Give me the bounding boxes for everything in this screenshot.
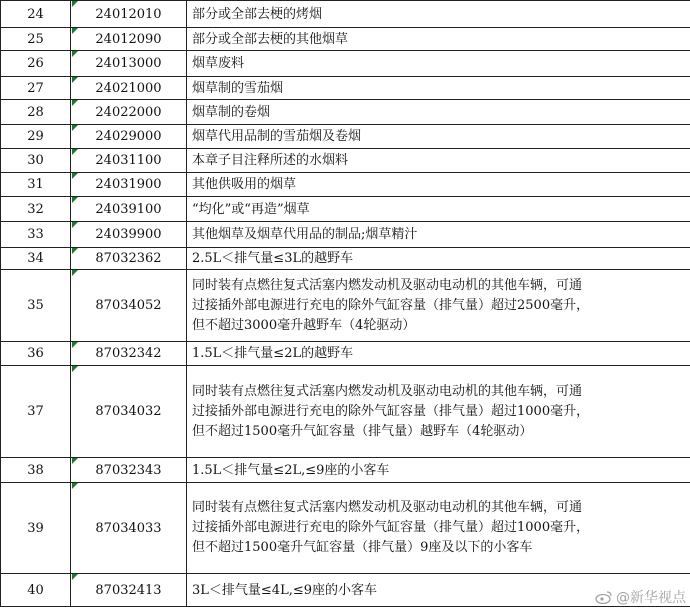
tariff-code-text: 24021000 bbox=[95, 80, 162, 96]
tariff-code bbox=[71, 28, 187, 51]
description-line: 烟草代用品制的雪茄烟及卷烟 bbox=[192, 129, 362, 144]
tariff-code-text: 24012010 bbox=[95, 6, 162, 22]
cell-flag-icon bbox=[72, 483, 78, 489]
table-row bbox=[1, 483, 690, 574]
row-number: 36 bbox=[1, 342, 71, 366]
tariff-code-text: 24031100 bbox=[95, 153, 162, 168]
row-number: 40 bbox=[1, 574, 71, 607]
table-row bbox=[1, 28, 690, 51]
row-number: 27 bbox=[1, 77, 71, 100]
row-number: 26 bbox=[1, 51, 71, 77]
tariff-code-text: 24039100 bbox=[95, 201, 162, 217]
tariff-code-text: 87034052 bbox=[95, 298, 162, 313]
tariff-code bbox=[71, 270, 187, 342]
description-line: 部分或全部去梗的烤烟 bbox=[192, 6, 323, 22]
cell-flag-icon bbox=[72, 458, 78, 464]
weibo-icon bbox=[595, 590, 613, 604]
product-description bbox=[187, 458, 690, 483]
product-description bbox=[187, 248, 690, 270]
cell-flag-icon bbox=[72, 197, 78, 203]
product-description bbox=[187, 77, 690, 100]
product-description bbox=[187, 1, 690, 28]
product-description bbox=[187, 149, 690, 173]
table-row bbox=[1, 574, 690, 607]
description-line: 过接插外部电源进行充电的除外气缸容量（排气量）超过1000毫升， bbox=[192, 520, 590, 535]
row-number: 25 bbox=[1, 28, 71, 51]
tariff-code bbox=[71, 342, 187, 366]
description-line: 烟草制的雪茄烟 bbox=[192, 80, 284, 96]
product-description bbox=[187, 366, 690, 458]
tariff-code bbox=[71, 77, 187, 100]
table-row bbox=[1, 100, 690, 125]
cell-flag-icon bbox=[72, 149, 78, 155]
tariff-code bbox=[71, 125, 187, 149]
tariff-code-text: 24029000 bbox=[95, 129, 162, 144]
description-line: 其他烟草及烟草代用品的制品;烟草精汁 bbox=[192, 227, 418, 242]
description-line: 3L＜排气量≤4L,≤9座的小客车 bbox=[192, 582, 377, 598]
product-description bbox=[187, 222, 690, 248]
tariff-code-text: 24012090 bbox=[95, 31, 162, 47]
description-line: 同时装有点燃往复式活塞内燃发动机及驱动电动机的其他车辆，可通 bbox=[192, 277, 583, 293]
product-description bbox=[187, 125, 690, 149]
product-description bbox=[187, 100, 690, 125]
tariff-code bbox=[71, 1, 187, 28]
row-number: 39 bbox=[1, 483, 71, 574]
row-number: 37 bbox=[1, 366, 71, 458]
tariff-code-text: 87032343 bbox=[95, 462, 162, 478]
tariff-code-text: 87032362 bbox=[95, 251, 162, 266]
table-row bbox=[1, 342, 690, 366]
description-line: 烟草废料 bbox=[192, 56, 245, 71]
cell-flag-icon bbox=[72, 28, 78, 34]
table-row bbox=[1, 149, 690, 173]
tariff-code-text: 87034033 bbox=[95, 520, 162, 536]
product-description bbox=[187, 173, 690, 197]
row-number: 31 bbox=[1, 173, 71, 197]
row-number: 38 bbox=[1, 458, 71, 483]
tariff-code-text: 87032413 bbox=[95, 582, 162, 598]
tariff-code-text: 87032342 bbox=[95, 346, 162, 361]
cell-flag-icon bbox=[72, 248, 78, 254]
description-line: 过接插外部电源进行充电的除外气缸容量（排气量）超过2500毫升， bbox=[192, 297, 590, 313]
tariff-code bbox=[71, 173, 187, 197]
product-description bbox=[187, 197, 690, 222]
tariff-code bbox=[71, 366, 187, 458]
table-row bbox=[1, 173, 690, 197]
cell-flag-icon bbox=[72, 173, 78, 179]
product-description bbox=[187, 28, 690, 51]
row-number: 35 bbox=[1, 270, 71, 342]
cell-flag-icon bbox=[72, 1, 78, 7]
row-number: 32 bbox=[1, 197, 71, 222]
table-row bbox=[1, 458, 690, 483]
tariff-code bbox=[71, 248, 187, 270]
table-row bbox=[1, 270, 690, 342]
description-line: 1.5L＜排气量≤2L,≤9座的小客车 bbox=[192, 462, 390, 478]
cell-flag-icon bbox=[72, 100, 78, 106]
tariff-code bbox=[71, 574, 187, 607]
tariff-code bbox=[71, 51, 187, 77]
tariff-code-text: 24022000 bbox=[95, 104, 162, 120]
table-body bbox=[1, 1, 690, 607]
row-number: 29 bbox=[1, 125, 71, 149]
table-row bbox=[1, 125, 690, 149]
cell-flag-icon bbox=[72, 366, 78, 372]
table-row bbox=[1, 248, 690, 270]
row-number: 34 bbox=[1, 248, 71, 270]
description-line: 过接插外部电源进行充电的除外气缸容量（排气量）超过1000毫升， bbox=[192, 403, 590, 419]
description-line: 但不超过3000毫升越野车（4轮驱动） bbox=[192, 317, 416, 333]
table-row bbox=[1, 77, 690, 100]
tariff-code bbox=[71, 149, 187, 173]
description-line: 但不超过1500毫升气缸容量（排气量）越野车（4轮驱动） bbox=[192, 423, 533, 439]
tariff-code-text: 87034032 bbox=[95, 404, 162, 419]
description-line: 本章子目注释所述的水烟料 bbox=[192, 153, 349, 168]
row-number: 28 bbox=[1, 100, 71, 125]
row-number: 24 bbox=[1, 1, 71, 28]
description-line: 1.5L＜排气量≤2L的越野车 bbox=[192, 346, 354, 361]
product-description bbox=[187, 342, 690, 366]
tariff-code bbox=[71, 483, 187, 574]
tariff-code-text: 24013000 bbox=[95, 56, 162, 71]
description-line: 同时装有点燃往复式活塞内燃发动机及驱动电动机的其他车辆，可通 bbox=[192, 500, 583, 515]
tariff-code bbox=[71, 458, 187, 483]
description-line: 2.5L＜排气量≤3L的越野车 bbox=[192, 251, 354, 266]
description-line: 部分或全部去梗的其他烟草 bbox=[192, 31, 349, 47]
table-row bbox=[1, 197, 690, 222]
watermark-text: @新华视点 bbox=[616, 590, 686, 606]
description-line: 其他供吸用的烟草 bbox=[192, 177, 297, 192]
cell-flag-icon bbox=[72, 222, 78, 228]
cell-flag-icon bbox=[72, 77, 78, 83]
watermark bbox=[595, 587, 686, 607]
cell-flag-icon bbox=[72, 51, 78, 57]
description-line: 但不超过1500毫升气缸容量（排气量）9座及以下的小客车 bbox=[192, 540, 533, 555]
product-description bbox=[187, 270, 690, 342]
table-row bbox=[1, 51, 690, 77]
product-description bbox=[187, 51, 690, 77]
tariff-code-text: 24039900 bbox=[95, 227, 162, 242]
table-row bbox=[1, 1, 690, 28]
tariff-code-text: 24031900 bbox=[95, 177, 162, 192]
row-number: 30 bbox=[1, 149, 71, 173]
cell-flag-icon bbox=[72, 574, 78, 580]
cell-flag-icon bbox=[72, 125, 78, 131]
tariff-code bbox=[71, 100, 187, 125]
table-row bbox=[1, 366, 690, 458]
row-number: 33 bbox=[1, 222, 71, 248]
tariff-code bbox=[71, 222, 187, 248]
cell-flag-icon bbox=[72, 342, 78, 348]
table-row bbox=[1, 222, 690, 248]
cell-flag-icon bbox=[72, 270, 78, 276]
tariff-code bbox=[71, 197, 187, 222]
description-line: “均化”或“再造”烟草 bbox=[192, 201, 310, 217]
product-description bbox=[187, 483, 690, 574]
description-line: 同时装有点燃往复式活塞内燃发动机及驱动电动机的其他车辆，可通 bbox=[192, 383, 583, 399]
description-line: 烟草制的卷烟 bbox=[192, 104, 271, 120]
